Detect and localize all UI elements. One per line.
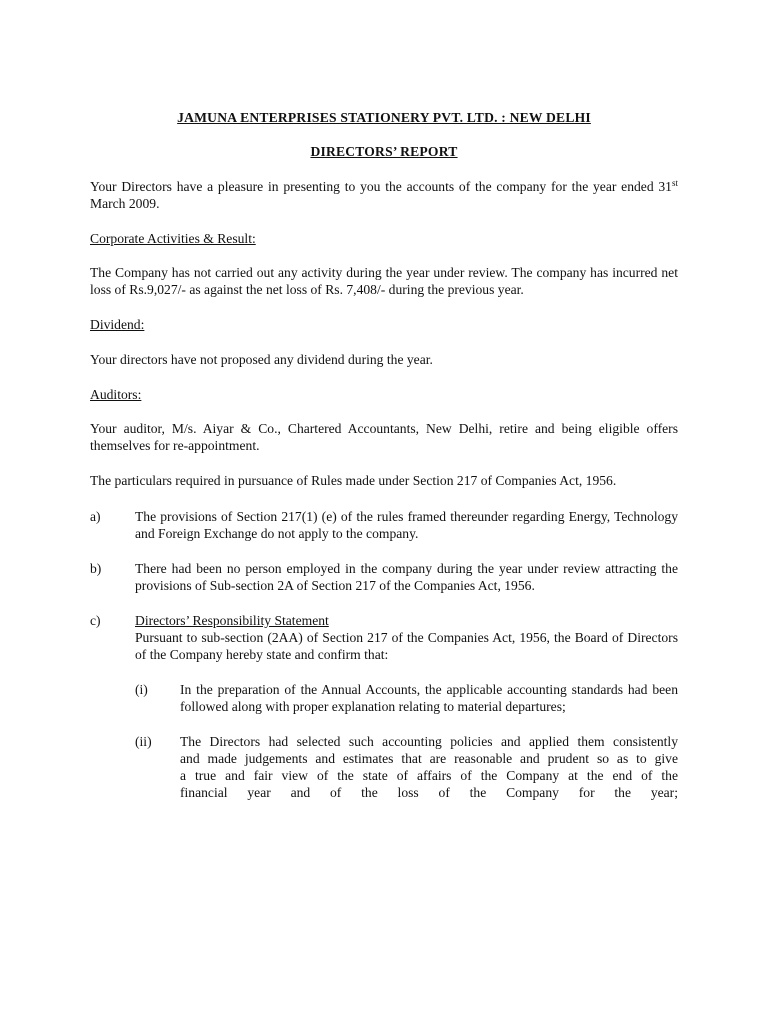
dividend-paragraph: Your directors have not proposed any dividend during the year. [90,352,433,367]
subitem-ii-text [180,733,678,801]
item-marker-a: a) [90,509,101,524]
item-c-text: Pursuant to sub-section (2AA) of Section 217 of the Companies Act, 1956, the Board of Directors of the Company hereby state and confirm that: [135,630,678,662]
report-title: DIRECTORS’ REPORT [310,144,458,159]
intro-superscript: st [671,178,678,188]
corporate-paragraph: The Company has not carried out any activity during the year under review. The company has incurred net loss of Rs.9,027/- as against the net loss of Rs. 7,408/- during the previous year. [90,265,678,297]
company-title: JAMUNA ENTERPRISES STATIONERY PVT. LTD. : NEW DELHI [177,110,591,125]
subitem-marker-ii: (ii) [135,734,152,749]
item-a-text: The provisions of Section 217(1) (e) of the rules framed thereunder regarding Energy, Technology and Foreign Exchange do not apply to the company. [135,509,678,541]
particulars-paragraph: The particulars required in pursuance of Rules made under Section 217 of Companies Act, 1956. [90,473,617,488]
dividend-heading: Dividend: [90,317,145,332]
subitem-marker-i: (i) [135,682,148,697]
subitem-ii-line: and made judgements and estimates that are reasonable and prudent so as to give [180,751,678,766]
subitem-i-text: In the preparation of the Annual Accounts, the applicable accounting standards had been followed along with proper explanation relating to material departures; [180,682,678,714]
intro-text-end: March 2009. [90,196,160,211]
item-marker-b: b) [90,561,102,576]
subitem-ii-line: financial year and of the loss of the Company for the year; [180,785,678,800]
responsibility-heading: Directors’ Responsibility Statement [135,613,329,628]
intro-paragraph [90,178,678,212]
intro-text: Your Directors have a pleasure in presenting to you the accounts of the company for the year ended 31 [90,179,672,194]
item-b-text: There had been no person employed in the company during the year under review attracting the provisions of Sub-section 2A of Section 217 of the Companies Act, 1956. [135,561,678,593]
corporate-heading: Corporate Activities & Result: [90,231,256,246]
auditors-heading: Auditors: [90,387,142,402]
item-marker-c: c) [90,613,101,628]
auditors-paragraph: Your auditor, M/s. Aiyar & Co., Chartered Accountants, New Delhi, retire and being eligible offers themselves for re-appointment. [90,421,678,453]
subitem-ii-line: a true and fair view of the state of affairs of the Company at the end of the [180,768,678,783]
subitem-ii-line: The Directors had selected such accounting policies and applied them consistently [180,734,678,749]
